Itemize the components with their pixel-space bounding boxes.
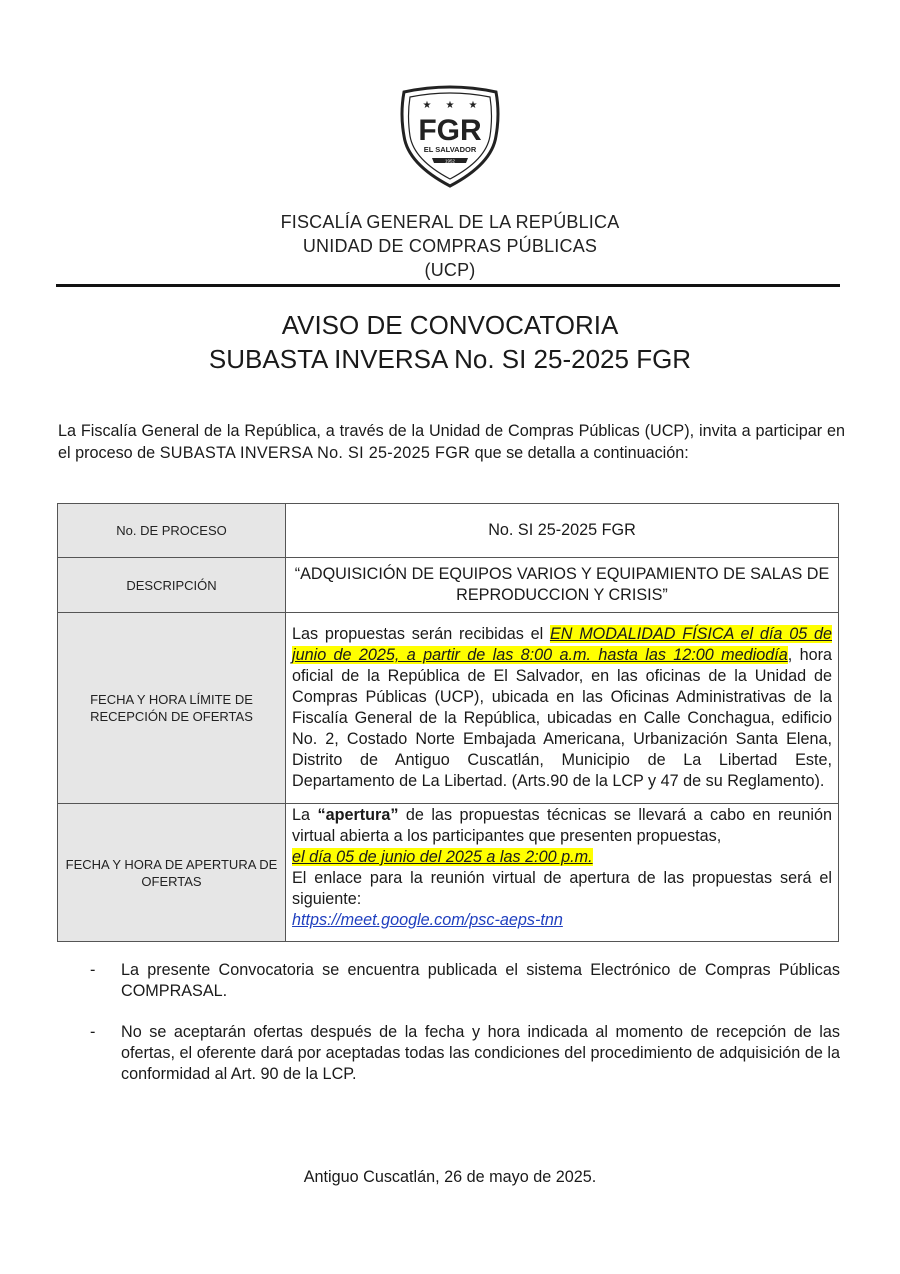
table-row [58, 504, 839, 558]
bullet-text: No se aceptarán ofertas después de la fecha y hora indicada al momento de recepción de las ofertas, el oferente dará por aceptadas todas las condiciones del procedimiento de adquisición de la conformidad al Art. 90 de la LCP. [121, 1023, 840, 1083]
reception-details: , hora oficial de la República de El Salvador, en las oficinas de la Unidad de Compras Públicas (UCP), ubicada en las Oficinas Administrativas de la Fiscalía General de la República, ubicadas en Calle Conchagua, edificio No. 2, Costado Norte Embajada Americana, Urbanización Santa Elena, Distrito de Antiguo Cuscatlán, Municipio de La Libertad Este, Departamento de La Libertad. (Arts.90 de la LCP y 47 de su Reglamento). [292, 646, 832, 790]
opening-link-intro: El enlace para la reunión virtual de apertura de las propuestas será el siguiente: [292, 869, 832, 908]
bullet-item [90, 1022, 840, 1085]
place-and-date: Antiguo Cuscatlán, 26 de mayo de 2025. [303, 1168, 597, 1186]
table-row [58, 804, 839, 942]
document-title: AVISO DE CONVOCATORIA [281, 310, 619, 340]
table-row [58, 558, 839, 613]
intro-process-name: SUBASTA INVERSA No. SI 25-2025 FGR [159, 444, 471, 462]
row-value-process-number: No. SI 25-2025 FGR [286, 504, 839, 558]
row-value-opening-date [286, 804, 839, 942]
fgr-logo [396, 84, 504, 188]
intro-text: La Fiscalía General de la República, a través de la Unidad de Compras Públicas (UCP), invita a participar en el proceso de [58, 422, 845, 462]
meeting-link[interactable]: https://meet.google.com/psc-aeps-tnn [292, 911, 563, 929]
header-line-3: (UCP) [424, 260, 476, 280]
logo-ribbon-text: 1952 [444, 158, 456, 164]
row-label-opening-date: FECHA Y HORA DE APERTURA DE OFERTAS [58, 804, 286, 942]
table-row [58, 613, 839, 804]
logo-star: ★ [468, 100, 478, 111]
logo-text: FGR [418, 114, 482, 147]
reception-highlight: EN MODALIDAD FÍSICA el día 05 de junio de 2025, a partir de las 8:00 a.m. hasta las 12:00 mediodía [292, 625, 832, 664]
row-value-description: “ADQUISICIÓN DE EQUIPOS VARIOS Y EQUIPAMIENTO DE SALAS DE REPRODUCCION Y CRISIS” [286, 558, 839, 613]
document-subtitle: SUBASTA INVERSA No. SI 25-2025 FGR [208, 344, 692, 374]
bullet-dash: - [90, 1023, 96, 1041]
opening-text: La [292, 806, 318, 824]
opening-bold: “apertura” [317, 806, 399, 824]
header-line-1: FISCALÍA GENERAL DE LA REPÚBLICA [280, 212, 620, 232]
reception-text: Las propuestas serán recibidas el [292, 625, 550, 643]
row-label-description: DESCRIPCIÓN [58, 558, 286, 613]
opening-text-mid: de las propuestas técnicas se llevará a cabo en reunión virtual abierta a los participantes que presenten propuestas, [292, 806, 832, 845]
logo-star: ★ [445, 100, 455, 111]
logo-subtext: EL SALVADOR [423, 145, 477, 154]
intro-paragraph [58, 420, 845, 464]
logo-star: ★ [422, 100, 432, 111]
row-label-process-number: No. DE PROCESO [58, 504, 286, 558]
process-details-table [57, 503, 839, 942]
opening-highlight: el día 05 de junio del 2025 a las 2:00 p.m. [292, 848, 593, 866]
header-divider [56, 284, 840, 287]
row-label-reception-deadline: FECHA Y HORA LÍMITE DE RECEPCIÓN DE OFERTAS [58, 613, 286, 804]
bullet-item [90, 960, 840, 1002]
bullet-dash: - [90, 961, 96, 979]
intro-text-end: que se detalla a continuación: [470, 444, 689, 462]
bullet-text: La presente Convocatoria se encuentra publicada el sistema Electrónico de Compras Públicas COMPRASAL. [121, 961, 840, 1000]
header-line-2: UNIDAD DE COMPRAS PÚBLICAS [302, 236, 598, 256]
row-value-reception-deadline [286, 613, 839, 804]
